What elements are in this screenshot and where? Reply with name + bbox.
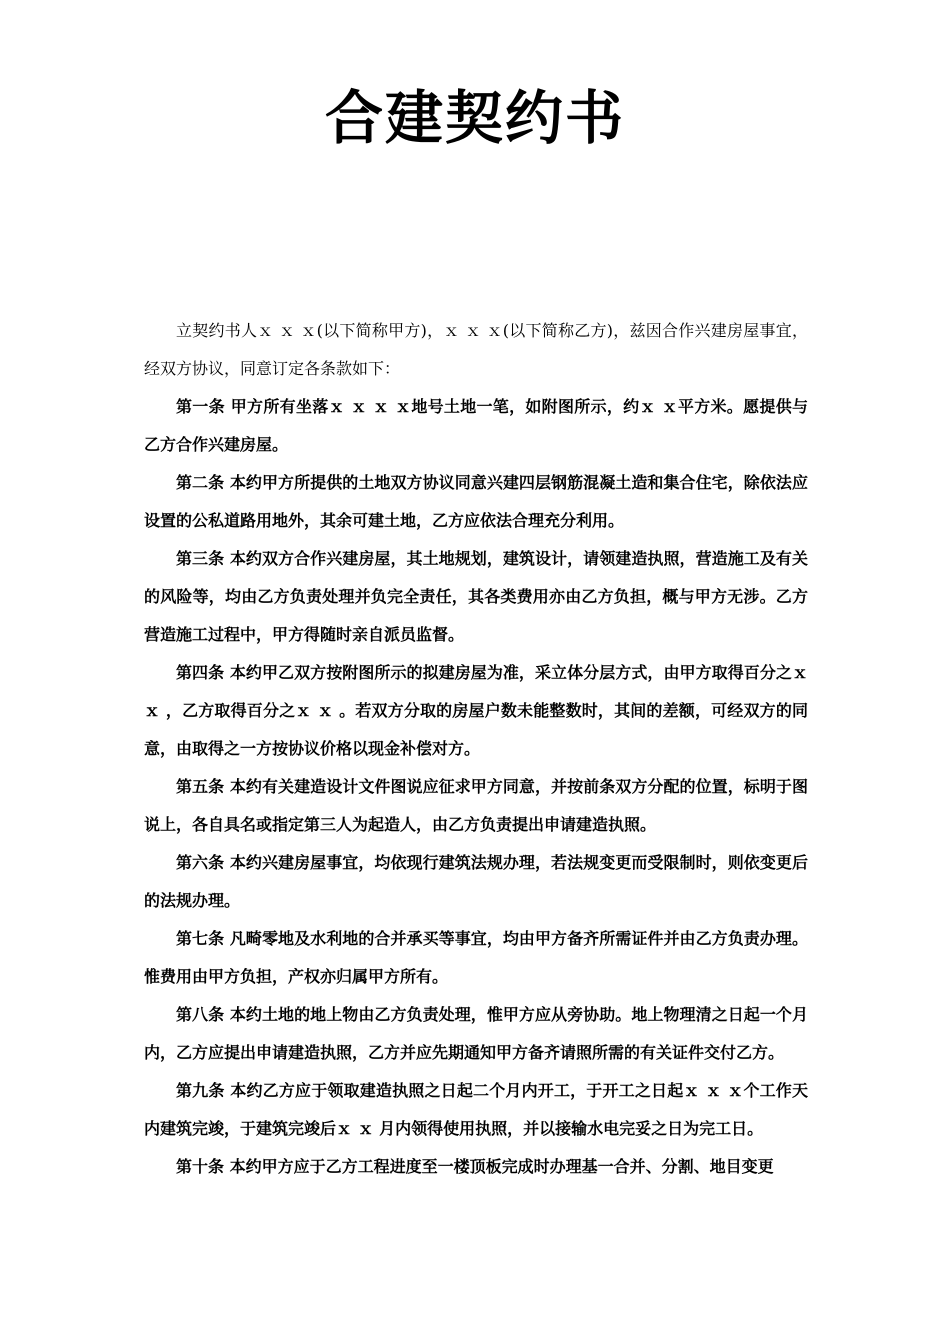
- clause-paragraph: 第十条 本约甲方应于乙方工程进度至一楼顶板完成时办理基一合并、分割、地目变更: [176, 1157, 774, 1176]
- clause-paragraph: 第一条 甲方所有坐落ｘ ｘ ｘ ｘ地号土地一笔，如附图所示，约ｘ ｘ平方米。愿提供与乙方合作兴建房屋。: [144, 397, 808, 454]
- clause-paragraph: 第九条 本约乙方应于领取建造执照之日起二个月内开工，于开工之日起ｘ ｘ ｘ个工作天内建筑完竣，于建筑完竣后ｘ ｘ 月内领得使用执照，并以接输水电完妥之日为完工日。: [144, 1081, 808, 1138]
- clause-paragraph: 第七条 凡畸零地及水利地的合并承买等事宜，均由甲方备齐所需证件并由乙方负责办理。惟费用由甲方负担，产权亦归属甲方所有。: [144, 929, 808, 986]
- document-body: [144, 312, 808, 1186]
- clause-paragraph: 第二条 本约甲方所提供的土地双方协议同意兴建四层钢筋混凝土造和集合住宅，除依法应设置的公私道路用地外，其余可建土地，乙方应依法合理充分利用。: [144, 473, 808, 530]
- intro-paragraph: 立契约书人ｘ ｘ ｘ(以下简称甲方)，ｘ ｘ ｘ(以下简称乙方)，兹因合作兴建房屋事宜，经双方协议，同意订定各条款如下：: [144, 321, 808, 378]
- clause-paragraph: 第八条 本约土地的地上物由乙方负责处理，惟甲方应从旁协助。地上物理清之日起一个月内，乙方应提出申请建造执照，乙方并应先期通知甲方备齐请照所需的有关证件交付乙方。: [144, 1005, 808, 1062]
- document-title: 合建契约书: [324, 84, 625, 152]
- clause-paragraph: 第六条 本约兴建房屋事宜，均依现行建筑法规办理，若法规变更而受限制时，则依变更后的法规办理。: [144, 853, 808, 910]
- clause-paragraph: 第三条 本约双方合作兴建房屋，其土地规划，建筑设计，请领建造执照，营造施工及有关的风险等，均由乙方负责处理并负完全责任，其各类费用亦由乙方负担，概与甲方无涉。乙方营造施工过程中，甲方得随时亲自派员监督。: [144, 549, 808, 644]
- clause-paragraph: 第四条 本约甲乙双方按附图所示的拟建房屋为准，采立体分层方式，由甲方取得百分之ｘ ｘ ，乙方取得百分之ｘ ｘ 。若双方分取的房屋户数未能整数时，其间的差额，可经双方的同意，由取得之一方按协议价格以现金补偿对方。: [144, 663, 808, 758]
- clause-paragraph: 第五条 本约有关建造设计文件图说应征求甲方同意，并按前条双方分配的位置，标明于图说上，各自具名或指定第三人为起造人，由乙方负责提出申请建造执照。: [144, 777, 808, 834]
